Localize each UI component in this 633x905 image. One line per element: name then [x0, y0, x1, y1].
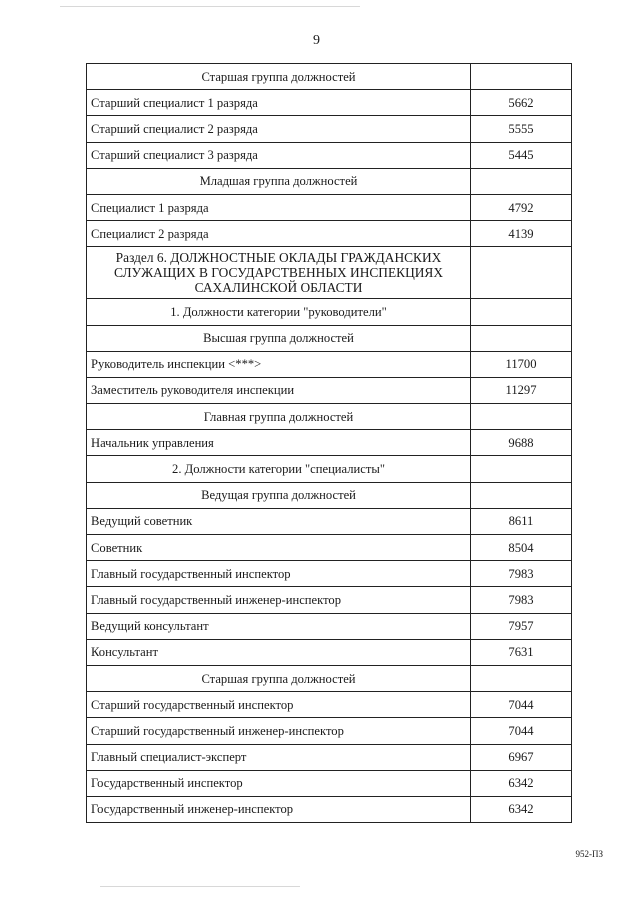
- salary-value: 6342: [471, 796, 572, 822]
- salary-value: 4792: [471, 194, 572, 220]
- position-name: Государственный инспектор: [87, 770, 471, 796]
- salary-value: 4139: [471, 221, 572, 247]
- position-name: Ведущий советник: [87, 508, 471, 534]
- table-row: [87, 692, 572, 718]
- position-name: Старший государственный инспектор: [87, 692, 471, 718]
- table-row: [87, 587, 572, 613]
- position-name: Руководитель инспекции <***>: [87, 351, 471, 377]
- position-name: Главный государственный инженер-инспектор: [87, 587, 471, 613]
- salary-value: 5555: [471, 116, 572, 142]
- table-row: [87, 718, 572, 744]
- group-heading: 1. Должности категории "руководители": [87, 299, 471, 325]
- salary-value: 9688: [471, 430, 572, 456]
- position-name: Начальник управления: [87, 430, 471, 456]
- empty-value-cell: [471, 299, 572, 325]
- group-heading: Старшая группа должностей: [87, 64, 471, 90]
- table-row: [87, 535, 572, 561]
- group-heading-row: [87, 665, 572, 691]
- scan-artifact: [60, 6, 360, 7]
- salary-value: 6967: [471, 744, 572, 770]
- salary-value: 7983: [471, 561, 572, 587]
- salary-value: 11700: [471, 351, 572, 377]
- group-heading: 2. Должности категории "специалисты": [87, 456, 471, 482]
- group-heading: Главная группа должностей: [87, 404, 471, 430]
- empty-value-cell: [471, 456, 572, 482]
- table-row: [87, 194, 572, 220]
- salary-table: [86, 63, 572, 823]
- salary-value: 6342: [471, 770, 572, 796]
- position-name: Государственный инженер-инспектор: [87, 796, 471, 822]
- position-name: Специалист 1 разряда: [87, 194, 471, 220]
- group-heading-row: [87, 325, 572, 351]
- group-heading: Старшая группа должностей: [87, 665, 471, 691]
- group-heading-row: [87, 168, 572, 194]
- position-name: Старший специалист 2 разряда: [87, 116, 471, 142]
- group-heading-row: [87, 404, 572, 430]
- salary-value: 8504: [471, 535, 572, 561]
- salary-value: 7983: [471, 587, 572, 613]
- table-row: [87, 377, 572, 403]
- position-name: Ведущий консультант: [87, 613, 471, 639]
- table-row: [87, 744, 572, 770]
- table-row: [87, 508, 572, 534]
- salary-value: 7631: [471, 639, 572, 665]
- position-name: Специалист 2 разряда: [87, 221, 471, 247]
- table-row: [87, 142, 572, 168]
- document-code: 952-ПЗ: [575, 849, 603, 859]
- table-row: [87, 639, 572, 665]
- position-name: Консультант: [87, 639, 471, 665]
- empty-value-cell: [471, 168, 572, 194]
- salary-value: 5662: [471, 90, 572, 116]
- section-heading-row: [87, 247, 572, 299]
- position-name: Заместитель руководителя инспекции: [87, 377, 471, 403]
- group-heading: Младшая группа должностей: [87, 168, 471, 194]
- table-row: [87, 221, 572, 247]
- empty-value-cell: [471, 247, 572, 299]
- group-heading-row: [87, 299, 572, 325]
- position-name: Старший специалист 1 разряда: [87, 90, 471, 116]
- table-row: [87, 430, 572, 456]
- group-heading-row: [87, 482, 572, 508]
- position-name: Старший государственный инженер-инспектор: [87, 718, 471, 744]
- salary-value: 7044: [471, 718, 572, 744]
- position-name: Старший специалист 3 разряда: [87, 142, 471, 168]
- salary-value: 5445: [471, 142, 572, 168]
- section-heading: Раздел 6. ДОЛЖНОСТНЫЕ ОКЛАДЫ ГРАЖДАНСКИХ СЛУЖАЩИХ В ГОСУДАРСТВЕННЫХ ИНСПЕКЦИЯХ САХАЛИНСКОЙ ОБЛАСТИ: [87, 247, 471, 299]
- empty-value-cell: [471, 64, 572, 90]
- table-row: [87, 796, 572, 822]
- table-row: [87, 613, 572, 639]
- table-row: [87, 561, 572, 587]
- group-heading: Высшая группа должностей: [87, 325, 471, 351]
- position-name: Главный специалист-эксперт: [87, 744, 471, 770]
- scan-artifact: [100, 886, 300, 887]
- salary-table-body: [87, 64, 572, 823]
- table-row: [87, 770, 572, 796]
- salary-value: 8611: [471, 508, 572, 534]
- group-heading: Ведущая группа должностей: [87, 482, 471, 508]
- group-heading-row: [87, 456, 572, 482]
- empty-value-cell: [471, 325, 572, 351]
- table-row: [87, 116, 572, 142]
- table-row: [87, 90, 572, 116]
- page-number: 9: [313, 33, 320, 48]
- position-name: Советник: [87, 535, 471, 561]
- salary-value: 11297: [471, 377, 572, 403]
- empty-value-cell: [471, 404, 572, 430]
- salary-value: 7957: [471, 613, 572, 639]
- table-row: [87, 351, 572, 377]
- position-name: Главный государственный инспектор: [87, 561, 471, 587]
- salary-value: 7044: [471, 692, 572, 718]
- empty-value-cell: [471, 665, 572, 691]
- empty-value-cell: [471, 482, 572, 508]
- group-heading-row: [87, 64, 572, 90]
